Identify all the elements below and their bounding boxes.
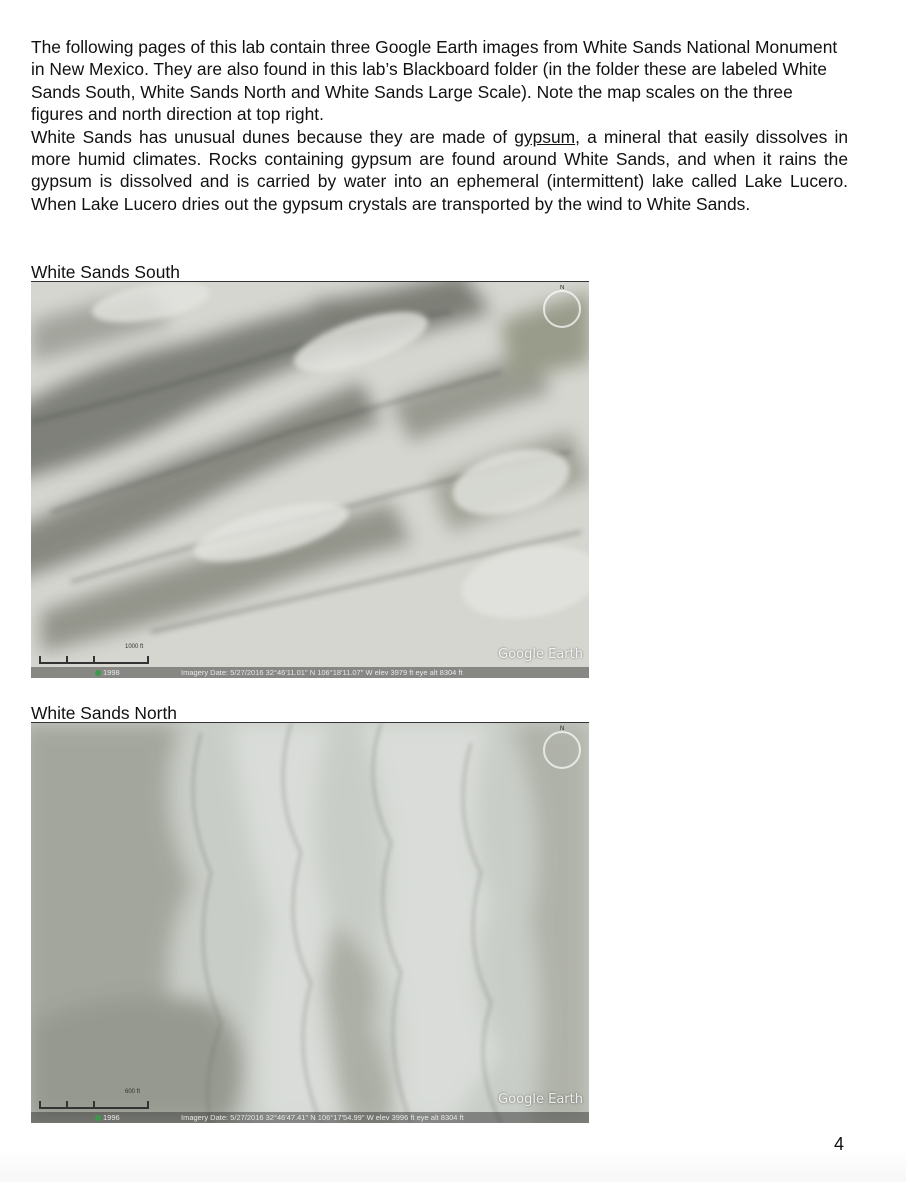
compass-icon[interactable]: N — [543, 290, 581, 328]
intro-text — [31, 36, 848, 215]
satellite-image-north — [31, 722, 589, 1123]
dune-imagery-north — [31, 723, 589, 1123]
clock-icon — [95, 670, 101, 676]
map-scale-bar: 1000 ft — [39, 654, 149, 664]
clock-icon — [95, 1115, 101, 1121]
imagery-status-text: Imagery Date: 5/27/2016 32°46'11.01" N 106°18'11.07" W elev 3979 ft eye alt 8304 ft — [181, 668, 463, 677]
imagery-year-badge: 1996 — [95, 1112, 120, 1123]
page-number: 4 — [834, 1134, 845, 1154]
google-earth-watermark: Google Earth — [498, 647, 583, 662]
imagery-status-text: Imagery Date: 5/27/2016 32°46'47.41" N 106°17'54.99" W elev 3996 ft eye alt 8304 ft — [181, 1113, 464, 1122]
imagery-year-badge: 1998 — [95, 667, 120, 678]
figure-caption-south: White Sands South — [31, 262, 180, 282]
google-earth-watermark: Google Earth — [498, 1092, 583, 1107]
dune-imagery-south — [31, 282, 589, 678]
google-earth-status-bar — [31, 667, 589, 678]
intro-paragraph-1: The following pages of this lab contain three Google Earth images from White Sands National Monument in New Mexico. They are also found in this lab’s Blackboard folder (in the folder these are labeled White Sands South, White Sands North and White Sands Large Scale). Note the map scales on the three figures and north direction at top right. — [31, 37, 838, 125]
google-earth-status-bar — [31, 1112, 589, 1123]
map-scale-bar: 600 ft — [39, 1099, 149, 1109]
gypsum-link[interactable]: gypsum — [514, 126, 576, 147]
figure-caption-north: White Sands North — [31, 703, 177, 723]
page-bottom-shadow — [0, 1150, 906, 1182]
compass-icon[interactable]: N — [543, 731, 581, 769]
intro-paragraph-2: White Sands has unusual dunes because they are made of gypsum, a mineral that easily dissolves in more humid climates. Rocks containing gypsum are found around White Sands, and when it rains the gypsum is dissolved and is carried by water into an ephemeral (intermittent) lake called Lake Lucero. When Lake Lucero dries out the gypsum crystals are transported by the wind to White Sands. — [31, 126, 848, 214]
satellite-image-south — [31, 281, 589, 678]
